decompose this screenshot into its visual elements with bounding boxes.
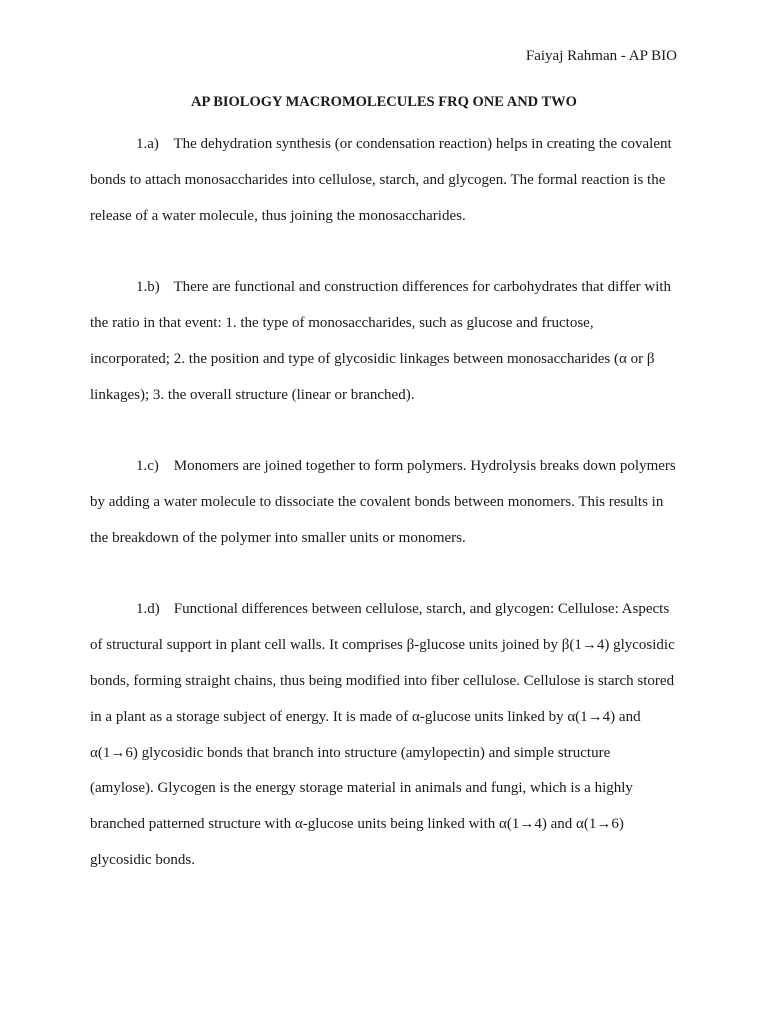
answer-1c-number: 1.c)	[136, 458, 159, 475]
answer-1a-line	[90, 127, 678, 163]
answer-1c-line: by adding a water molecule to dissociate the covalent bonds between monomers. This results in	[90, 493, 664, 510]
answer-1a-line: release of a water molecule, thus joining the monosaccharides.	[90, 207, 466, 224]
answer-1d-line: α(1→6) glycosidic bonds that branch into structure (amylopectin) and simple structure	[90, 744, 611, 761]
answer-1d-line: (amylose). Glycogen is the energy storage material in animals and fungi, which is a highly	[90, 780, 633, 797]
answer-1a-number: 1.a)	[136, 136, 159, 152]
answer-1b-line-text: There are functional and construction differences for carbohydrates that differ with	[173, 279, 672, 296]
answer-1b	[90, 270, 678, 413]
answer-1b-line: incorporated; 2. the position and type of glycosidic linkages between monosaccharides (α or β	[90, 350, 655, 367]
answer-1a	[90, 127, 678, 234]
answer-1c-line: the breakdown of the polymer into smaller units or monomers.	[90, 529, 466, 546]
answer-1b-number: 1.b)	[136, 279, 160, 296]
answer-1d-line-text: Functional differences between cellulose, starch, and glycogen: Cellulose: Aspects	[173, 601, 670, 618]
answer-1c-line-text: Monomers are joined together to form polymers. Hydrolysis breaks down polymers	[173, 458, 676, 475]
answer-1b-line	[90, 270, 678, 306]
answer-1a-line-text: The dehydration synthesis (or condensation reaction) helps in creating the covalent	[173, 136, 672, 152]
answer-1d-line: glycosidic bonds.	[90, 851, 195, 868]
answer-1d-number: 1.d)	[136, 601, 160, 618]
answer-1d-line	[90, 592, 678, 628]
document-title: AP BIOLOGY MACROMOLECULES FRQ ONE AND TWO	[191, 94, 577, 110]
answer-1d-line: bonds, forming straight chains, thus being modified into fiber cellulose. Cellulose is starch stored	[90, 672, 675, 689]
answer-1b-line: linkages); 3. the overall structure (linear or branched).	[90, 386, 415, 403]
answer-1b-line: the ratio in that event: 1. the type of monosaccharides, such as glucose and fructose,	[90, 314, 594, 331]
answer-1d-line: of structural support in plant cell walls. It comprises β-glucose units joined by β(1→4) glycosidic	[90, 637, 675, 654]
answer-1c-line	[90, 449, 678, 485]
answers-section	[90, 127, 678, 915]
answer-1d	[90, 592, 678, 878]
answer-1c	[90, 449, 678, 556]
author-course-header: Faiyaj Rahman - AP BIO	[525, 48, 677, 64]
answer-1d-line: branched patterned structure with α-glucose units being linked with α(1→4) and α(1→6)	[90, 816, 624, 833]
answer-1d-line: in a plant as a storage subject of energy. It is made of α-glucose units linked by α(1→4) and	[90, 708, 641, 725]
answer-1a-line: bonds to attach monosaccharides into cellulose, starch, and glycogen. The formal reaction is the	[90, 171, 666, 188]
